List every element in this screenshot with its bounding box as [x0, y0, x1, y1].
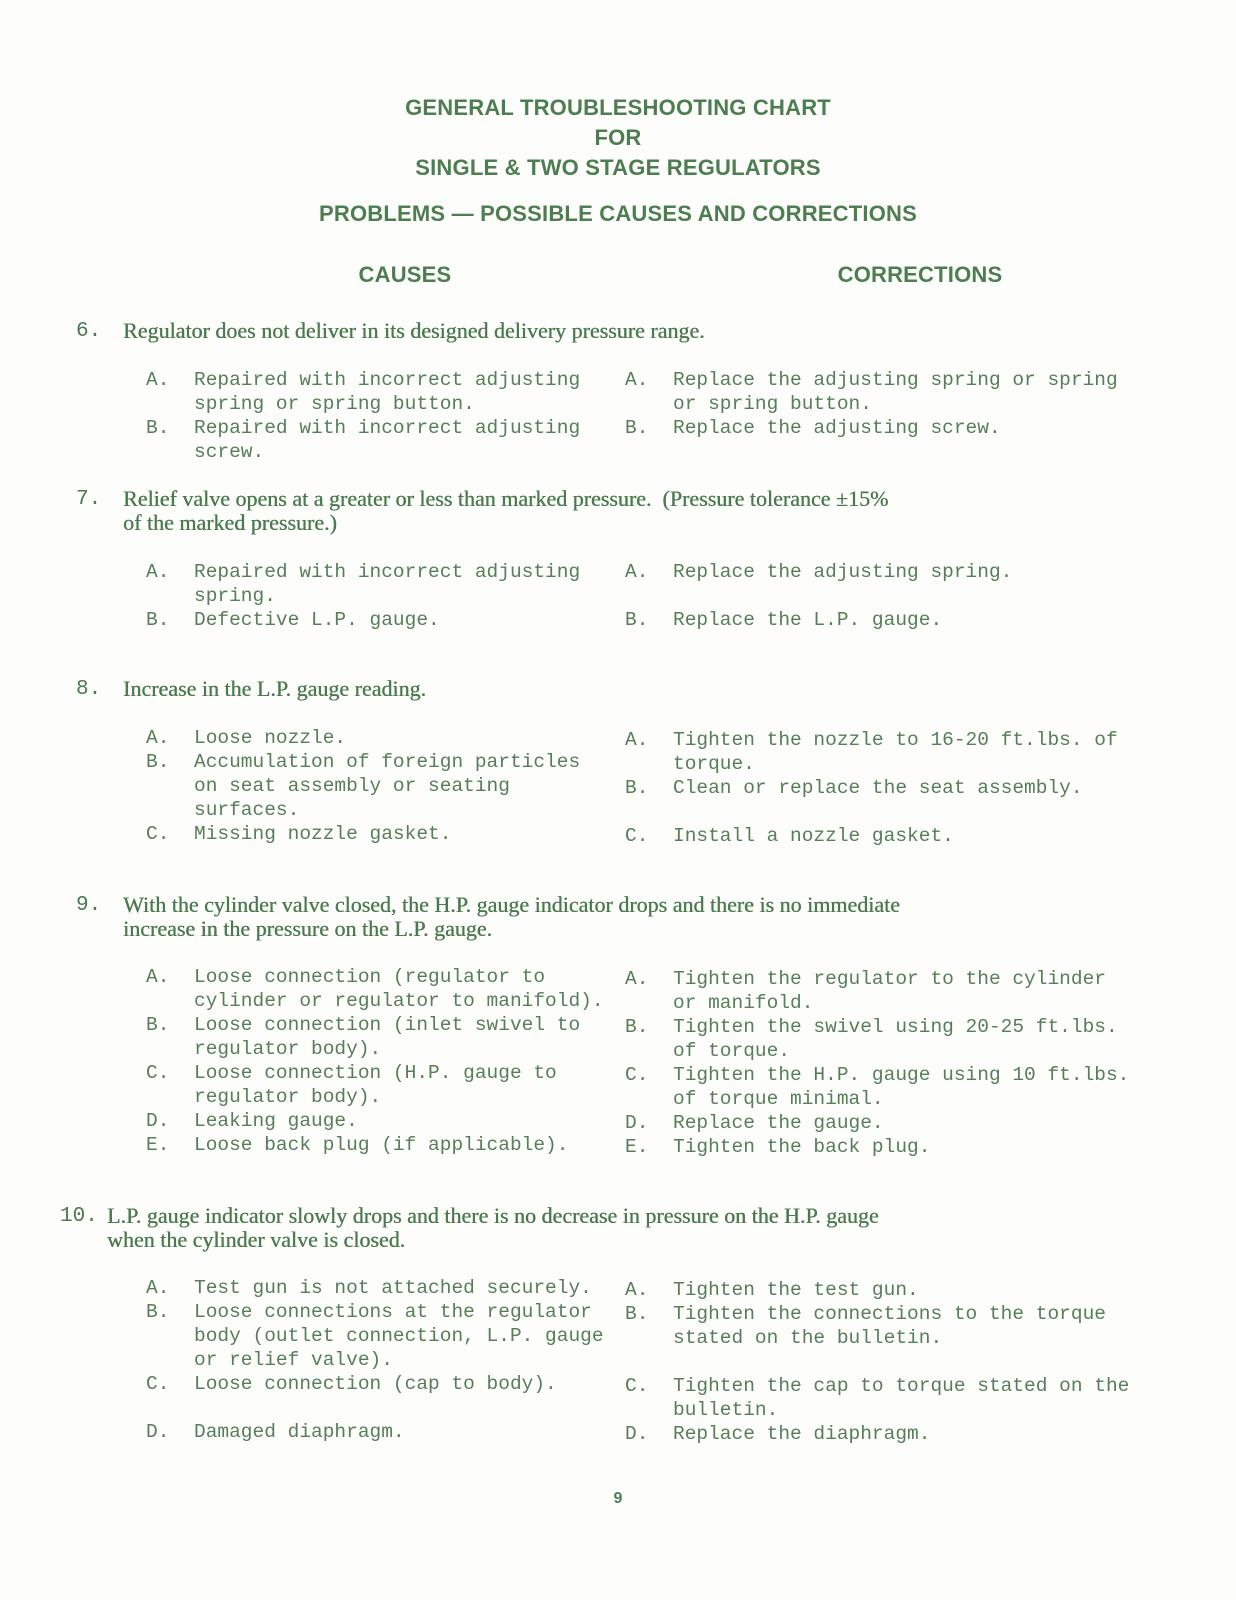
cause-item-text: Loose back plug (if applicable). [194, 1134, 569, 1156]
cause-item-text: Loose connection (inlet swivel to regulator body). [194, 1014, 581, 1060]
corrections-heading: CORRECTIONS [837, 262, 1003, 287]
problem-number: 10. [60, 1205, 98, 1228]
cause-item-text: Repaired with incorrect adjusting spring. [194, 561, 581, 607]
cause-item-text: Loose nozzle. [194, 727, 347, 749]
cause-item-letter: B. [146, 1301, 170, 1323]
correction-item-text: Replace the diaphragm. [673, 1423, 931, 1445]
cause-item-text: Repaired with incorrect adjusting spring or spring button. [194, 369, 581, 415]
page-number: 9 [613, 1490, 623, 1507]
cause-item-text: Accumulation of foreign particles on seat assembly or seating surfaces. [194, 751, 581, 821]
correction-item-text: Tighten the regulator to the cylinder or manifold. [673, 968, 1106, 1014]
cause-item-text: Leaking gauge. [194, 1110, 358, 1132]
problem-number: 9. [76, 894, 102, 917]
correction-item-letter: B. [625, 1016, 649, 1038]
correction-item-text: Install a nozzle gasket. [673, 825, 954, 847]
correction-item-letter: B. [625, 777, 649, 799]
problem-statement: Increase in the L.P. gauge reading. [123, 676, 426, 701]
problem-number: 7. [76, 488, 102, 511]
cause-item-text: Loose connection (H.P. gauge to regulator body). [194, 1062, 557, 1108]
correction-item-letter: C. [625, 1064, 649, 1086]
title-line-3: SINGLE & TWO STAGE REGULATORS [415, 155, 821, 180]
cause-item-letter: A. [146, 369, 170, 391]
title-line-2: FOR [594, 125, 642, 150]
cause-item-letter: B. [146, 609, 170, 631]
problem-statement: Regulator does not deliver in its designed delivery pressure range. [123, 318, 705, 343]
chart-subtitle: PROBLEMS — POSSIBLE CAUSES AND CORRECTIONS [319, 201, 917, 226]
problem-statement: Relief valve opens at a greater or less than marked pressure. (Pressure tolerance ±15% of the marked pressure.) [123, 486, 889, 535]
cause-item-letter: C. [146, 1062, 170, 1084]
cause-item-text: Test gun is not attached securely. [194, 1277, 592, 1299]
cause-item-letter: A. [146, 727, 170, 749]
cause-item-letter: C. [146, 823, 170, 845]
correction-item-letter: A. [625, 1279, 649, 1301]
correction-item-letter: A. [625, 369, 649, 391]
correction-item-letter: D. [625, 1112, 649, 1134]
cause-item-text: Defective L.P. gauge. [194, 609, 440, 631]
cause-item-text: Loose connection (regulator to cylinder or regulator to manifold). [194, 966, 604, 1012]
correction-item-text: Replace the adjusting screw. [673, 417, 1001, 439]
correction-item-letter: B. [625, 417, 649, 439]
correction-item-letter: B. [625, 1303, 649, 1325]
correction-item-text: Tighten the nozzle to 16-20 ft.lbs. of torque. [673, 729, 1118, 775]
title-line-1: GENERAL TROUBLESHOOTING CHART [405, 95, 831, 120]
causes-heading: CAUSES [358, 262, 452, 287]
cause-item-letter: D. [146, 1421, 170, 1443]
cause-item-letter: A. [146, 1277, 170, 1299]
problem-statement: L.P. gauge indicator slowly drops and there is no decrease in pressure on the H.P. gauge when the cylinder valve is closed. [107, 1203, 879, 1252]
cause-item-text: Missing nozzle gasket. [194, 823, 452, 845]
correction-item-letter: A. [625, 729, 649, 751]
correction-item-text: Replace the gauge. [673, 1112, 884, 1134]
correction-item-text: Tighten the swivel using 20-25 ft.lbs. of torque. [673, 1016, 1118, 1062]
correction-item-text: Replace the adjusting spring. [673, 561, 1013, 583]
problem-number: 6. [76, 320, 102, 343]
correction-item-text: Tighten the H.P. gauge using 10 ft.lbs. of torque minimal. [673, 1064, 1130, 1110]
correction-item-letter: D. [625, 1423, 649, 1445]
cause-item-letter: A. [146, 966, 170, 988]
correction-item-letter: A. [625, 561, 649, 583]
correction-item-letter: A. [625, 968, 649, 990]
chart-title [0, 93, 1236, 227]
cause-item-letter: E. [146, 1134, 170, 1156]
correction-item-text: Tighten the back plug. [673, 1136, 931, 1158]
correction-item-text: Tighten the test gun. [673, 1279, 919, 1301]
correction-item-text: Tighten the connections to the torque stated on the bulletin. [673, 1303, 1106, 1349]
cause-item-letter: B. [146, 1014, 170, 1036]
correction-item-text: Clean or replace the seat assembly. [673, 777, 1083, 799]
cause-item-letter: B. [146, 751, 170, 773]
correction-item-letter: C. [625, 825, 649, 847]
correction-item-text: Tighten the cap to torque stated on the bulletin. [673, 1375, 1130, 1421]
cause-item-text: Damaged diaphragm. [194, 1421, 405, 1443]
correction-item-letter: C. [625, 1375, 649, 1397]
cause-item-letter: D. [146, 1110, 170, 1132]
cause-item-letter: B. [146, 417, 170, 439]
correction-item-letter: B. [625, 609, 649, 631]
cause-item-text: Loose connections at the regulator body (outlet connection, L.P. gauge or relief valve). [194, 1301, 604, 1371]
correction-item-text: Replace the L.P. gauge. [673, 609, 943, 631]
cause-item-text: Loose connection (cap to body). [194, 1373, 557, 1395]
correction-item-letter: E. [625, 1136, 649, 1158]
cause-item-letter: A. [146, 561, 170, 583]
problem-statement: With the cylinder valve closed, the H.P. gauge indicator drops and there is no immediate increase in the pressure on the L.P. gauge. [123, 892, 900, 941]
correction-item-text: Replace the adjusting spring or spring or spring button. [673, 369, 1118, 415]
cause-item-letter: C. [146, 1373, 170, 1395]
problem-number: 8. [76, 678, 102, 701]
cause-item-text: Repaired with incorrect adjusting screw. [194, 417, 581, 463]
